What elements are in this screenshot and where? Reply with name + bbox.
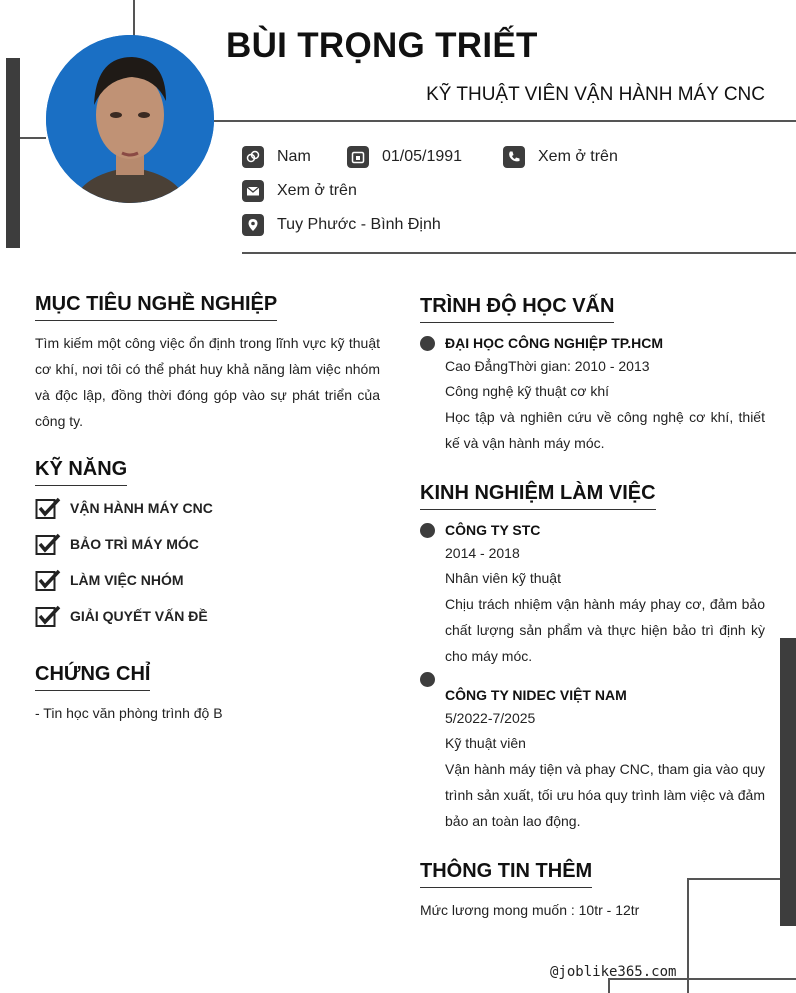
bottom-frame-vline <box>608 978 610 993</box>
left-horizontal-line <box>20 137 46 139</box>
experience-company: CÔNG TY STC <box>445 522 541 538</box>
skill-item <box>35 532 199 556</box>
education-description: Học tập và nghiên cứu về công nghệ cơ khí, thiết kế và vận hành máy móc. <box>445 409 765 451</box>
gender-value: Nam <box>277 148 311 165</box>
objective-heading: MỤC TIÊU NGHỀ NGHIỆP <box>35 293 277 321</box>
phone-icon <box>503 146 525 168</box>
experience-period: 5/2022-7/2025 <box>445 710 536 726</box>
header-divider <box>214 120 796 122</box>
skill-label: LÀM VIỆC NHÓM <box>70 572 184 588</box>
experience-description: Chịu trách nhiệm vận hành máy phay cơ, đảm bảo chất lượng sản phẩm và thực hiện bảo trì định kỳ cho máy móc. <box>445 596 765 664</box>
checkbox-icon <box>35 496 61 520</box>
experience-position: Kỹ thuật viên <box>445 735 526 751</box>
additional-text: Mức lương mong muốn : 10tr - 12tr <box>420 902 640 918</box>
contact-address <box>242 214 441 236</box>
timeline-dot <box>420 336 435 351</box>
calendar-icon <box>347 146 369 168</box>
education-major: Công nghệ kỹ thuật cơ khí <box>445 383 610 399</box>
skill-label: VẬN HÀNH MÁY CNC <box>70 500 213 516</box>
phone-value: Xem ở trên <box>538 148 618 165</box>
birthday-value: 01/05/1991 <box>382 148 463 165</box>
skill-item <box>35 604 208 628</box>
contact-phone <box>503 146 618 168</box>
skill-label: BẢO TRÌ MÁY MÓC <box>70 536 199 552</box>
top-vertical-line <box>133 0 135 36</box>
bottom-frame-top <box>687 878 780 880</box>
candidate-name: BÙI TRỌNG TRIẾT <box>226 26 538 65</box>
education-period: Cao ĐẳngThời gian: 2010 - 2013 <box>445 358 650 374</box>
experience-period: 2014 - 2018 <box>445 545 520 561</box>
contact-email <box>242 180 357 202</box>
avatar <box>46 35 214 203</box>
checkbox-icon <box>35 568 61 592</box>
address-value: Tuy Phước - Bình Định <box>277 216 441 233</box>
skill-item <box>35 568 184 592</box>
experience-company: CÔNG TY NIDEC VIỆT NAM <box>445 687 627 703</box>
checkbox-icon <box>35 604 61 628</box>
email-value: Xem ở trên <box>277 182 357 199</box>
bottom-frame-left <box>687 878 689 993</box>
experience-description: Vận hành máy tiện và phay CNC, tham gia vào quy trình sản xuất, tối ưu hóa quy trình làm việc và đảm bảo an toàn lao động. <box>445 761 765 829</box>
watermark: @joblike365.com <box>550 964 677 980</box>
contact-divider <box>242 252 796 254</box>
checkbox-icon <box>35 532 61 556</box>
skill-label: GIẢI QUYẾT VẤN ĐỀ <box>70 608 208 624</box>
education-school: ĐẠI HỌC CÔNG NGHIỆP TP.HCM <box>445 335 664 351</box>
timeline-dot <box>420 672 435 687</box>
experience-position: Nhân viên kỹ thuật <box>445 570 561 586</box>
timeline-dot <box>420 523 435 538</box>
job-title: KỸ THUẬT VIÊN VẬN HÀNH MÁY CNC <box>426 84 765 105</box>
skills-heading: KỸ NĂNG <box>35 458 127 486</box>
location-icon <box>242 214 264 236</box>
left-accent-bar <box>6 58 20 248</box>
mail-icon <box>242 180 264 202</box>
additional-heading: THÔNG TIN THÊM <box>420 860 592 888</box>
objective-text: Tìm kiếm một công việc ổn định trong lĩnh vực kỹ thuật cơ khí, nơi tôi có thể phát huy khả năng làm việc nhóm và độc lập, đồng thời đóng góp vào sự phát triển của công ty. <box>35 335 380 429</box>
certificate-item: - Tin học văn phòng trình độ B <box>35 705 223 721</box>
gender-icon <box>242 146 264 168</box>
certificates-heading: CHỨNG CHỈ <box>35 663 150 691</box>
contact-gender <box>242 146 311 168</box>
contact-birthday <box>347 146 462 168</box>
education-heading: TRÌNH ĐỘ HỌC VẤN <box>420 295 614 323</box>
skill-item <box>35 496 213 520</box>
experience-heading: KINH NGHIỆM LÀM VIỆC <box>420 482 656 510</box>
right-accent-bar <box>780 638 796 926</box>
